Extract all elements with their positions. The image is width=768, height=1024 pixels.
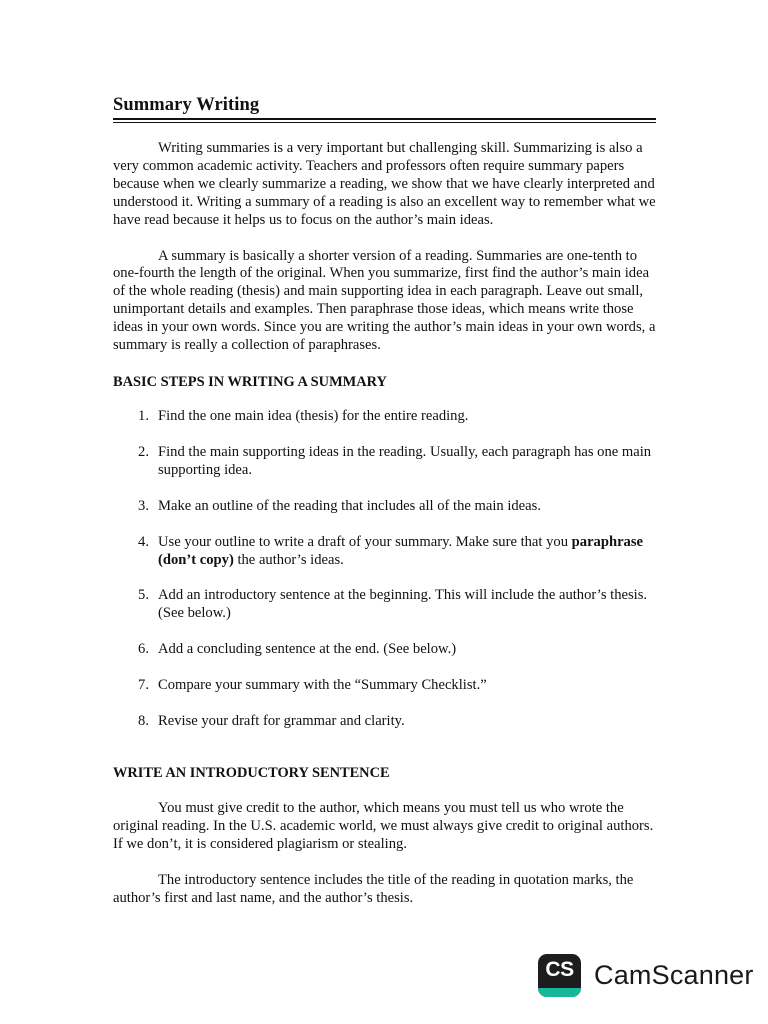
- document-page: [113, 94, 656, 907]
- step-text: Find the one main idea (thesis) for the entire reading.: [158, 407, 469, 424]
- step-text: Make an outline of the reading that includes all of the main ideas.: [158, 497, 541, 514]
- step-number: 6.: [138, 641, 149, 658]
- step-text-after: the author’s ideas.: [233, 551, 344, 568]
- intro-sentence-heading: WRITE AN INTRODUCTORY SENTENCE: [113, 764, 390, 781]
- list-item: [113, 408, 656, 426]
- camscanner-logo-accent: [538, 988, 581, 997]
- step-number: 8.: [138, 713, 149, 730]
- step-number: 1.: [138, 407, 149, 424]
- steps-heading: BASIC STEPS IN WRITING A SUMMARY: [113, 373, 387, 390]
- step-text-before: Use your outline to write a draft of your summary. Make sure that you: [158, 533, 572, 550]
- camscanner-brand: CamScanner: [594, 959, 754, 990]
- step-number: 2.: [138, 443, 149, 460]
- step-number: 7.: [138, 677, 149, 694]
- step-number: 5.: [138, 587, 149, 604]
- list-item: [113, 498, 656, 516]
- step-text-bold: paraphrase (don’t copy): [158, 533, 644, 568]
- list-item: [113, 587, 656, 623]
- list-item: [113, 713, 656, 731]
- list-item: [113, 641, 656, 659]
- step-text: Add an introductory sentence at the beginning. This will include the author’s thesis. (See below.): [158, 587, 648, 622]
- list-item: [113, 677, 656, 695]
- steps-list: [113, 408, 656, 731]
- intro-sentence-paragraph-1: You must give credit to the author, which means you must tell us who wrote the original reading. In the U.S. academic world, we must always give credit to original authors. If we don’t, it is considered plagiarism or stealing.: [113, 799, 654, 852]
- title-rule-thin: [113, 122, 656, 123]
- camscanner-watermark: [538, 952, 754, 998]
- intro-paragraph-2: A summary is basically a shorter version of a reading. Summaries are one-tenth to one-fourth the length of the original. When you summarize, first find the author’s main idea of the whole reading (thesis) and main supporting idea in each paragraph. Leave out small, unimportant details and examples. Then paraphrase those ideas, which means write those ideas in your own words. Since you are writing the author’s main ideas in your own words, a summary is really a collection of paraphrases.: [113, 247, 656, 354]
- intro-paragraph-1: Writing summaries is a very important but challenging skill. Summarizing is also a very common academic activity. Teachers and professors often require summary papers because when we clearly summarize a reading, we show that we have clearly interpreted and understood it. Writing a summary of a reading is also an excellent way to remember what we have read because it helps us to focus on the author’s main ideas.: [113, 140, 656, 228]
- step-number: 4.: [138, 533, 149, 550]
- list-item: [113, 444, 656, 480]
- step-text: [158, 534, 656, 570]
- intro-sentence-paragraph-2: The introductory sentence includes the title of the reading in quotation marks, the author’s first and last name, and the author’s thesis.: [113, 871, 634, 906]
- step-text: Find the main supporting ideas in the reading. Usually, each paragraph has one main supporting idea.: [158, 443, 652, 478]
- camscanner-logo-icon: [538, 954, 581, 997]
- list-item: [113, 534, 656, 570]
- step-text: Compare your summary with the “Summary Checklist.”: [158, 677, 487, 694]
- page-title: Summary Writing: [113, 95, 260, 115]
- title-rule-thick: [113, 118, 656, 120]
- step-text: Revise your draft for grammar and clarity.: [158, 713, 405, 730]
- step-text: Add a concluding sentence at the end. (See below.): [158, 641, 457, 658]
- step-number: 3.: [138, 497, 149, 514]
- camscanner-logo-text: CS: [545, 957, 574, 981]
